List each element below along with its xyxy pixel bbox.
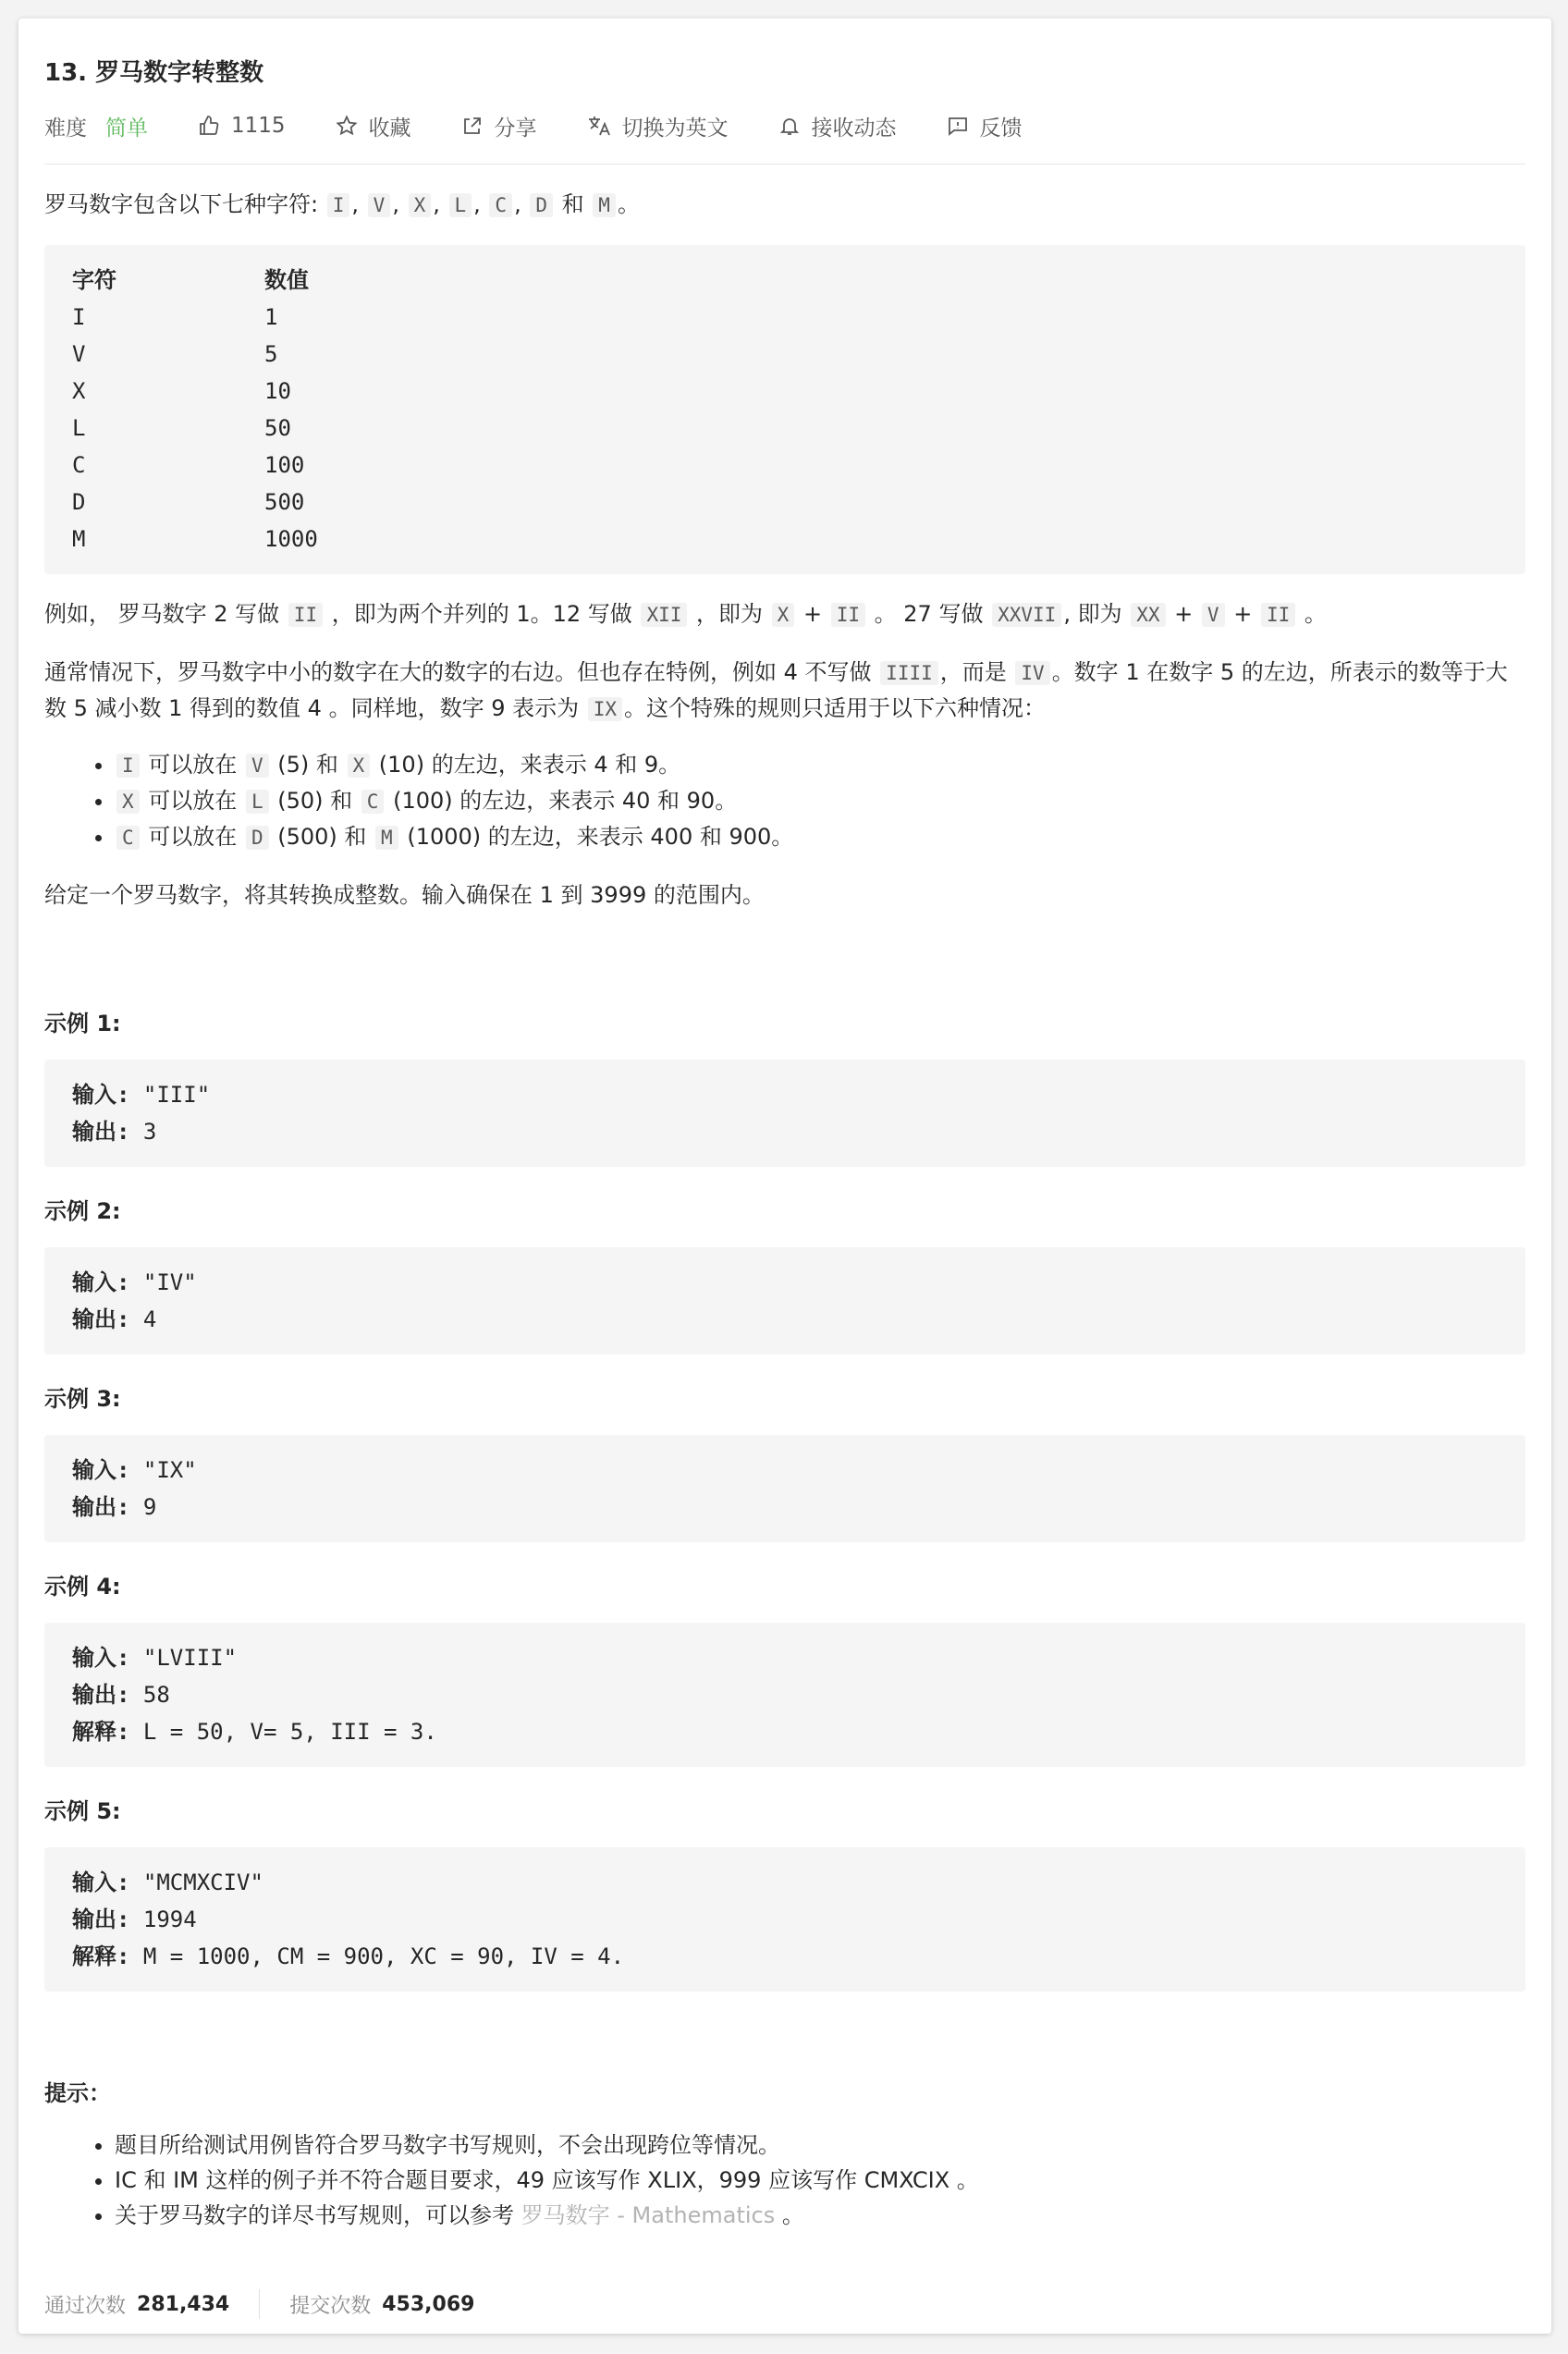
example-block — [44, 1247, 1525, 1355]
intro-text: 罗马数字包含以下七种字符: — [44, 191, 319, 217]
plus-sign: + — [1174, 601, 1194, 627]
example-explain: L = 50, V= 5, III = 3. — [129, 1719, 437, 1745]
code-inline: V — [246, 754, 269, 778]
para2-text: 。数字 1 在数字 5 的左边，所表示的数等于大数 5 减小数 1 得到的数值 4 。同样地，数字 9 表示为 — [44, 659, 1508, 721]
table-cell-value: 1 — [264, 304, 278, 330]
example-title: 示例 4: — [44, 1574, 121, 1600]
code-inline: D — [246, 826, 269, 850]
example-input-row — [72, 1264, 1498, 1301]
example-block — [44, 1060, 1525, 1167]
para1-text: 。 27 写做 — [874, 601, 984, 627]
code-inline: X — [116, 790, 140, 814]
code-symbol: D — [530, 193, 553, 217]
table-row — [72, 484, 1498, 521]
example-output: 1994 — [129, 1906, 197, 1932]
example-output: 3 — [129, 1119, 157, 1145]
table-cell-symbol: L — [72, 415, 86, 441]
example-explain-row — [72, 1938, 1498, 1975]
example-output-row — [72, 1489, 1498, 1526]
favorite-label: 收藏 — [368, 116, 411, 141]
subscribe-label: 接收动态 — [811, 116, 897, 141]
thumbs-up-icon — [198, 115, 220, 137]
para1-text: , 即为 — [1063, 601, 1122, 627]
submission-stats — [44, 2289, 474, 2319]
rule-text: (10) 的左边，来表示 4 和 9。 — [378, 752, 681, 778]
code-symbol: X — [409, 193, 432, 217]
code-inline: M — [375, 826, 398, 850]
output-label: 输出: — [72, 1306, 130, 1332]
example-output: 4 — [129, 1306, 157, 1332]
subscribe-button[interactable] — [778, 111, 897, 141]
example-output-row — [72, 1901, 1498, 1938]
code-symbol: L — [449, 193, 472, 217]
rule-text: (50) 和 — [277, 788, 353, 814]
input-label: 输入: — [72, 1082, 130, 1108]
problem-card — [18, 18, 1551, 2334]
submissions-label: 提交次数 — [289, 2294, 372, 2318]
rule-text: (5) 和 — [277, 752, 338, 778]
output-label: 输出: — [72, 1906, 130, 1932]
example-input: "III" — [129, 1082, 211, 1108]
submissions-count: 453,069 — [382, 2292, 475, 2316]
table-row — [72, 336, 1498, 373]
para1-text: ，即为 — [696, 601, 764, 627]
rule-text: 可以放在 — [148, 824, 238, 850]
explain-label: 解释: — [72, 1719, 130, 1745]
input-label: 输入: — [72, 1457, 130, 1483]
table-cell-value: 50 — [264, 415, 291, 441]
table-cell-symbol: V — [72, 341, 86, 367]
rule-list — [44, 747, 1525, 855]
share-button[interactable] — [461, 111, 537, 141]
table-row — [72, 373, 1498, 410]
rule-text: 可以放在 — [148, 788, 238, 814]
symbol-value-table — [44, 245, 1525, 574]
stats-divider — [259, 2289, 260, 2319]
difficulty-label: 难度 — [44, 116, 87, 141]
table-cell-symbol: X — [72, 378, 86, 404]
hints-title: 提示： — [44, 2080, 111, 2106]
code-inline: II — [1261, 603, 1295, 627]
code-inline: II — [288, 603, 323, 627]
example-output-row — [72, 1113, 1498, 1150]
table-row — [72, 521, 1498, 558]
table-cell-symbol: D — [72, 489, 86, 515]
code-inline: V — [1202, 603, 1225, 627]
para2-text: 。这个特殊的规则只适用于以下六种情况： — [624, 695, 1047, 721]
header-divider — [44, 164, 1525, 165]
table-cell-value: 1000 — [264, 526, 318, 552]
share-label: 分享 — [494, 116, 537, 141]
code-symbol: M — [593, 193, 616, 217]
rule-text: (100) 的左边，来表示 40 和 90。 — [393, 788, 738, 814]
input-label: 输入: — [72, 1645, 130, 1671]
code-symbol: V — [368, 193, 391, 217]
code-inline: II — [831, 603, 865, 627]
code-inline: X — [772, 603, 795, 627]
intro-end: 。 — [617, 191, 640, 217]
difficulty-badge: 简单 — [105, 116, 148, 141]
input-label: 输入: — [72, 1269, 130, 1295]
code-symbol: I — [327, 193, 350, 217]
example-input-row — [72, 1864, 1498, 1901]
table-header-symbol: 字符 — [72, 267, 116, 293]
feedback-button[interactable] — [947, 111, 1023, 141]
example-title: 示例 3: — [44, 1386, 121, 1412]
code-inline: X — [348, 754, 371, 778]
table-header-row — [72, 262, 1498, 299]
difficulty — [44, 111, 148, 141]
list-item — [115, 783, 1525, 819]
task-paragraph: 给定一个罗马数字，将其转换成整数。输入确保在 1 到 3999 的范围内。 — [44, 882, 765, 908]
example-title: 示例 5: — [44, 1798, 121, 1824]
example-input-row — [72, 1076, 1498, 1113]
example-block — [44, 1435, 1525, 1542]
table-cell-symbol: C — [72, 452, 86, 478]
example-block — [44, 1623, 1525, 1767]
code-symbol: C — [489, 193, 512, 217]
table-cell-value: 500 — [264, 489, 305, 515]
table-cell-symbol: M — [72, 526, 86, 552]
and-word: 和 — [561, 191, 584, 217]
list-item — [115, 2198, 1525, 2233]
example-explain-row — [72, 1713, 1498, 1750]
like-count: 1115 — [231, 114, 286, 138]
example-explain: M = 1000, CM = 900, XC = 90, IV = 4. — [129, 1943, 625, 1969]
table-cell-value: 100 — [264, 452, 305, 478]
like-button[interactable] — [198, 114, 286, 138]
example-output-row — [72, 1301, 1498, 1338]
favorite-button[interactable] — [336, 111, 411, 141]
example-output-row — [72, 1676, 1498, 1713]
para1-text: ，即为两个并列的 1。12 写做 — [331, 601, 632, 627]
table-row — [72, 410, 1498, 447]
plus-sign: + — [1233, 601, 1253, 627]
rule-text: (500) 和 — [277, 824, 367, 850]
code-inline: IIII — [880, 661, 938, 685]
para2-text: 通常情况下，罗马数字中小的数字在大的数字的右边。但也存在特例，例如 4 不写做 — [44, 659, 872, 685]
code-inline: IX — [588, 697, 622, 721]
example-input: "MCMXCIV" — [129, 1870, 263, 1895]
rule-text: (1000) 的左边，来表示 400 和 900。 — [407, 824, 794, 850]
list-item: • 题目所给测试用例皆符合罗马数字书写规则，不会出现跨位等情况。 — [115, 2127, 1525, 2163]
example-output: 9 — [129, 1494, 157, 1520]
rule-text: 可以放在 — [148, 752, 238, 778]
input-label: 输入: — [72, 1870, 130, 1895]
code-inline: XXVII — [992, 603, 1061, 627]
example-input: "LVIII" — [129, 1645, 238, 1671]
example-input-row — [72, 1452, 1498, 1489]
hint-text: 关于罗马数字的详尽书写规则，可以参考 — [115, 2202, 514, 2228]
example-title: 示例 1: — [44, 1011, 121, 1036]
example-output: 58 — [129, 1682, 170, 1708]
code-inline: IV — [1015, 661, 1049, 685]
table-row — [72, 299, 1498, 336]
problem-meta-bar — [44, 110, 1525, 141]
table-row — [72, 447, 1498, 484]
intro-paragraph: 罗马数字包含以下七种字符: I , V , X , L , C , D 和 M 。 — [44, 191, 640, 217]
output-label: 输出: — [72, 1119, 130, 1145]
plus-sign: + — [802, 601, 823, 627]
hint-text: 。 — [781, 2202, 804, 2228]
translate-icon — [587, 115, 611, 137]
accepted-count: 281,434 — [137, 2292, 230, 2316]
switch-language-button[interactable] — [587, 111, 729, 141]
bell-icon — [778, 115, 801, 137]
list-item — [115, 747, 1525, 783]
list-item — [115, 819, 1525, 855]
example-input: "IV" — [129, 1269, 197, 1295]
example-input-row — [72, 1639, 1498, 1676]
star-icon — [336, 115, 358, 137]
output-label: 输出: — [72, 1682, 130, 1708]
feedback-label: 反馈 — [979, 116, 1023, 141]
example-title: 示例 2: — [44, 1198, 121, 1224]
code-inline: XII — [641, 603, 687, 627]
para2-text: ，而是 — [939, 659, 1007, 685]
share-icon — [461, 115, 484, 137]
example-paragraph — [44, 596, 1525, 632]
switch-language-label: 切换为英文 — [621, 116, 729, 141]
output-label: 输出: — [72, 1494, 130, 1520]
table-cell-value: 5 — [264, 341, 278, 367]
problem-title: 13. 罗马数字转整数 — [44, 59, 264, 87]
hints-list — [44, 2127, 1525, 2233]
code-inline: XX — [1131, 603, 1165, 627]
code-inline: I — [116, 754, 140, 778]
accepted-label: 通过次数 — [44, 2294, 127, 2318]
example-input: "IX" — [129, 1457, 197, 1483]
explain-label: 解释: — [72, 1943, 130, 1969]
code-inline: C — [116, 826, 140, 850]
list-item: • IC 和 IM 这样的例子并不符合题目要求，49 应该写作 XLIX，999 应该写作 CMXCIX 。 — [115, 2163, 1525, 2198]
feedback-icon — [947, 115, 969, 137]
para1-text: 例如， 罗马数字 2 写做 — [44, 601, 280, 627]
code-inline: C — [361, 790, 385, 814]
reference-link[interactable]: 罗马数字 - Mathematics — [521, 2202, 776, 2228]
table-cell-symbol: I — [72, 304, 86, 330]
table-cell-value: 10 — [264, 378, 291, 404]
example-block — [44, 1847, 1525, 1992]
para1-text: 。 — [1304, 601, 1327, 627]
code-inline: L — [246, 790, 269, 814]
table-header-value: 数值 — [264, 267, 309, 293]
special-rule-paragraph — [44, 655, 1525, 727]
